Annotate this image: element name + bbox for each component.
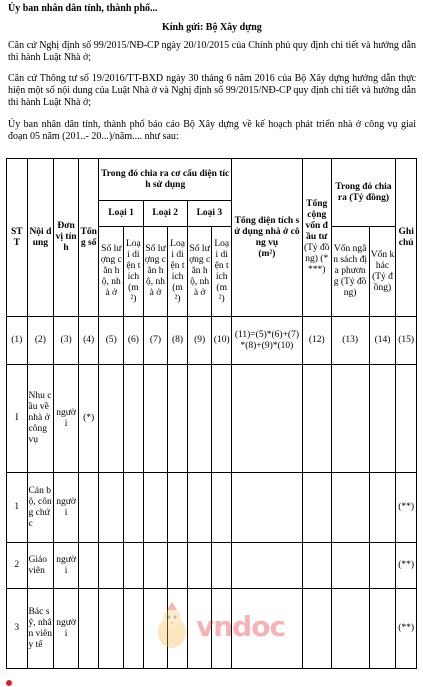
issuer-line: Ủy ban nhân dân tỉnh, thành phố...: [8, 3, 158, 14]
cell: [124, 365, 144, 473]
cell: [124, 589, 144, 669]
cell: [302, 589, 331, 669]
cell: [331, 589, 369, 669]
header-loai-3: Loại 3: [187, 201, 231, 227]
row-don-vi: người: [54, 589, 79, 669]
table-row: [7, 473, 417, 543]
row-don-vi: người: [54, 365, 79, 473]
row-noi-dung: Cán bộ, công chức: [27, 473, 54, 543]
cell: [369, 473, 396, 543]
row-stt: I: [7, 365, 28, 473]
row-noi-dung: Bác sỹ, nhân viên y tế: [27, 589, 54, 669]
cell: [369, 543, 396, 589]
header-stt: STT: [7, 159, 28, 317]
row-stt: 3: [7, 589, 28, 669]
cell: [302, 543, 331, 589]
cell: [99, 589, 124, 669]
cell: [231, 543, 302, 589]
col-number: (10): [212, 317, 232, 365]
page-corner-mark: [6, 680, 12, 686]
row-tong-so: [78, 543, 99, 589]
row-tong-so: (*): [78, 365, 99, 473]
cell: [168, 473, 188, 543]
col-number: (9): [187, 317, 212, 365]
row-ghi-chu: (**): [396, 543, 417, 589]
header-group-von: Trong đó chia ra (Tỷ đồng): [331, 159, 396, 227]
header-group-dien-tich: Trong đó chia ra cơ cấu diện tích sử dụng: [99, 159, 232, 201]
cell: [143, 543, 168, 589]
cell: [168, 365, 188, 473]
cell: [231, 473, 302, 543]
row-tong-so: [78, 589, 99, 669]
cell: [143, 473, 168, 543]
column-number-row: [7, 317, 417, 365]
cell: [369, 365, 396, 473]
cell: [187, 543, 212, 589]
row-noi-dung: Giáo viên: [27, 543, 54, 589]
col-number: (2): [27, 317, 54, 365]
header-tong-dien-tich-label: Tổng diện tích sử dụng nhà ở công vụ: [234, 215, 300, 248]
salutation: Kính gửi: Bộ Xây dựng: [162, 22, 262, 33]
row-ghi-chu: [396, 365, 417, 473]
col-number: (7): [143, 317, 168, 365]
paragraph-legal-basis-2: Căn cứ Thông tư số 19/2016/TT-BXD ngày 30 tháng 6 năm 2016 của Bộ Xây dựng hướng dẫn thực hiện một số nội dung của Luật Nhà ở và Nghị định số 99/2015/NĐ-CP quy định chi tiết và hướng dẫn thi hành Luật Nhà ở;: [8, 73, 416, 108]
cell: [369, 589, 396, 669]
header-noi-dung: Nội dung: [27, 159, 54, 317]
col-number: (6): [124, 317, 144, 365]
cell: [302, 473, 331, 543]
housing-plan-table: [6, 158, 417, 669]
header-tong-von: [302, 159, 331, 317]
cell: [124, 543, 144, 589]
header-loai-2: Loại 2: [143, 201, 187, 227]
cell: [187, 473, 212, 543]
col-number-formula: (11)=(5)*(6)+(7)*(8)+(9)*(10): [231, 317, 302, 365]
cell: [302, 365, 331, 473]
cell: [331, 543, 369, 589]
col-number: (4): [78, 317, 99, 365]
cell: [99, 365, 124, 473]
cell: [187, 365, 212, 473]
col-number: (15): [396, 317, 417, 365]
col-number: (1): [7, 317, 28, 365]
header-loai-1: Loại 1: [99, 201, 143, 227]
col-number: (14): [369, 317, 396, 365]
watermark-text: vndoc: [196, 610, 286, 643]
row-tong-so: [78, 473, 99, 543]
row-stt: 2: [7, 543, 28, 589]
header-ghi-chu: Ghi chú: [396, 159, 417, 317]
cell: [212, 473, 232, 543]
header-so-luong-1: Số lượng căn hộ, nhà ở: [99, 227, 124, 317]
cell: [99, 473, 124, 543]
header-von-ngan-sach: Vốn ngân sách địa phương (Tỷ đồng): [331, 227, 369, 317]
table-row: [7, 365, 417, 473]
cell: [99, 543, 124, 589]
col-number: (5): [99, 317, 124, 365]
header-loai-dien-tich-1: Loại diện tích (m²): [124, 227, 144, 317]
header-tong-so: Tổng số: [78, 159, 99, 317]
col-number: (3): [54, 317, 79, 365]
row-ghi-chu: (**): [396, 473, 417, 543]
col-number: (8): [168, 317, 188, 365]
cell: [212, 543, 232, 589]
cell: [168, 543, 188, 589]
header-tong-dien-tich: [231, 159, 302, 317]
header-loai-dien-tich-2: Loại diện tích (m²): [168, 227, 188, 317]
cell: [331, 365, 369, 473]
header-tong-von-unit: (Tỷ đồng) (****): [303, 243, 330, 275]
cell: [331, 473, 369, 543]
row-don-vi: người: [54, 543, 79, 589]
col-number: (12): [302, 317, 331, 365]
cell: [124, 473, 144, 543]
header-von-khac: Vốn khác (Tỷ đồng): [369, 227, 396, 317]
header-don-vi: Đơn vị tính: [54, 159, 79, 317]
header-so-luong-3: Số lượng căn hộ, nhà ở: [187, 227, 212, 317]
header-tong-dien-tich-unit: (m²): [258, 248, 276, 259]
cell: [231, 365, 302, 473]
row-noi-dung: Nhu cầu về nhà ở công vụ: [27, 365, 54, 473]
cell: [212, 365, 232, 473]
row-don-vi: người: [54, 473, 79, 543]
row-stt: 1: [7, 473, 28, 543]
paragraph-legal-basis-1: Căn cứ Nghị định số 99/2015/NĐ-CP ngày 20/10/2015 của Chính phủ quy định chi tiết và hướng dẫn thi hành Luật Nhà ở;: [8, 40, 416, 63]
header-so-luong-2: Số lượng căn hộ, nhà ở: [143, 227, 168, 317]
cell: [143, 365, 168, 473]
table-row: [7, 543, 417, 589]
row-ghi-chu: (**): [396, 589, 417, 669]
header-tong-von-label: Tổng cộng vốn đầu tư: [305, 199, 328, 242]
col-number: (13): [331, 317, 369, 365]
header-loai-dien-tich-3: Loại diện tích (m²): [212, 227, 232, 317]
paragraph-report-intro: Ủy ban nhân dân tỉnh, thành phố báo cáo Bộ Xây dựng về kế hoạch phát triển nhà ở công vụ giai đoạn 05 năm (201..- 20...)/năm.... như sau:: [8, 119, 416, 142]
